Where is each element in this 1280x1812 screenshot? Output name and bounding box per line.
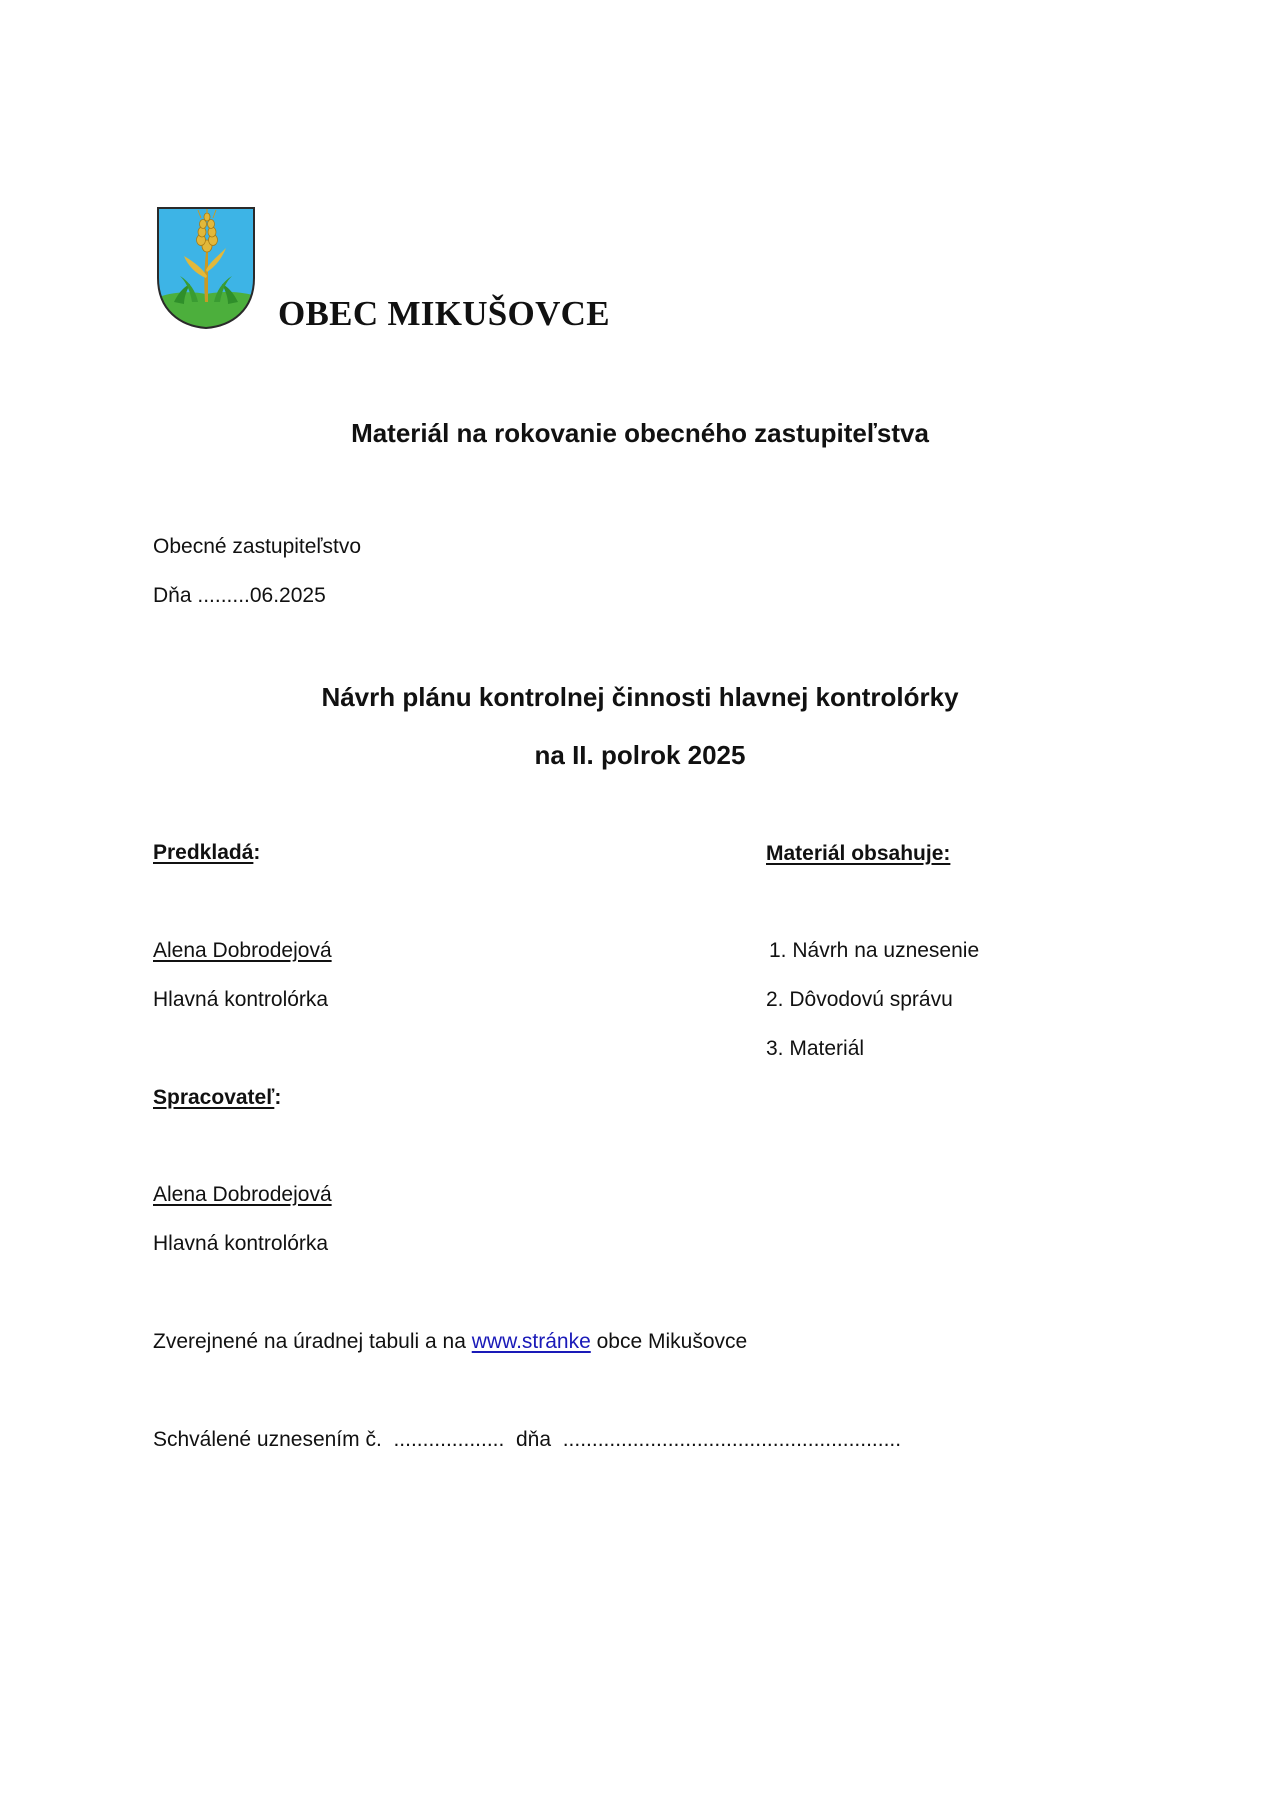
published-prefix: Zverejnené na úradnej tabuli a na [153,1330,472,1353]
document-title-line-2: na II. polrok 2025 [534,740,746,770]
contents-item: 2. Dôvodovú správu [766,988,953,1011]
presenter-name: Alena Dobrodejová [153,939,332,962]
processor-role: Hlavná kontrolórka [153,1232,329,1255]
processor-label-colon: : [274,1086,282,1109]
document-title-line-1: Návrh plánu kontrolnej činnosti hlavnej kontrolórky [321,682,959,712]
processor-label [153,1087,281,1108]
processor-label-text: Spracovateľ [153,1086,275,1109]
presenter-label-colon: : [253,841,261,864]
presenter-role: Hlavná kontrolórka [153,988,329,1011]
published-suffix: obce Mikušovce [590,1330,748,1353]
presenter-label [153,842,260,863]
contents-item: 1. Návrh na uznesenie [769,939,980,962]
contents-item: 3. Materiál [766,1037,865,1060]
processor-name: Alena Dobrodejová [153,1183,332,1206]
presenter-label-text: Predkladá [153,841,254,864]
municipal-crest-icon [156,206,256,330]
material-heading: Materiál na rokovanie obecného zastupiteľstva [351,418,929,448]
website-link[interactable]: www.stránke [471,1330,591,1353]
meeting-body: Obecné zastupiteľstvo [153,535,362,558]
published-note [153,1331,747,1352]
approval-line: Schválené uznesením č. ................... dňa .......................................................... [153,1428,902,1451]
contents-label: Materiál obsahuje: [766,842,951,865]
municipality-name: OBEC MIKUŠOVCE [278,294,610,333]
meeting-date: Dňa .........06.2025 [153,584,326,607]
